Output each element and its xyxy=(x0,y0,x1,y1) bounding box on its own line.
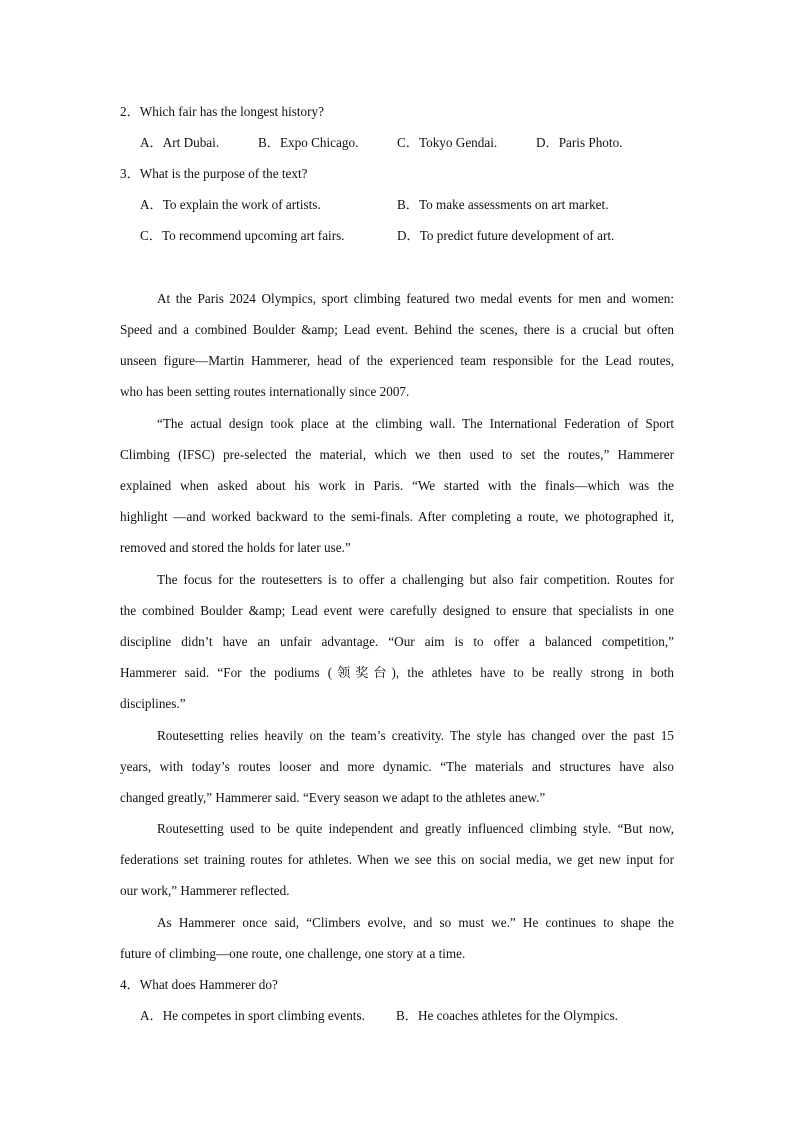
passage-line: Hammerer said. “For the podiums (领奖台), the athletes have to be really strong in both xyxy=(120,665,674,680)
passage-line: who has been setting routes internationally since 2007. xyxy=(120,384,410,399)
passage-line: explained when asked about his work in Paris. “We started with the finals—which was the xyxy=(120,478,674,493)
question-2-option-d: D．Paris Photo. xyxy=(536,135,623,150)
question-3-option-b: B．To make assessments on art market. xyxy=(397,197,609,212)
passage-line: changed greatly,” Hammerer said. “Every season we adapt to the athletes anew.” xyxy=(120,790,546,805)
passage-line: highlight —and worked backward to the semi-finals. After completing a route, we photographed it, xyxy=(120,509,674,524)
passage-line: years, with today’s routes looser and more dynamic. “The materials and structures have also xyxy=(120,759,674,774)
question-2-stem: 2．Which fair has the longest history? xyxy=(120,104,324,119)
question-2-option-c: C．Tokyo Gendai. xyxy=(397,135,498,150)
passage-line: disciplines.” xyxy=(120,696,186,711)
passage-line: Speed and a combined Boulder &amp; Lead event. Behind the scenes, there is a crucial but often xyxy=(120,322,674,337)
passage-line: As Hammerer once said, “Climbers evolve, and so must we.” He continues to shape the xyxy=(157,915,674,930)
passage-line: our work,” Hammerer reflected. xyxy=(120,883,290,898)
passage-line: The focus for the routesetters is to offer a challenging but also fair competition. Routes for xyxy=(157,572,674,587)
question-3-option-c: C．To recommend upcoming art fairs. xyxy=(140,228,345,243)
passage-line: removed and stored the holds for later use.” xyxy=(120,540,351,555)
passage-line: federations set training routes for athletes. When we see this on social media, we get new input for xyxy=(120,852,674,867)
question-2-option-a: A．Art Dubai. xyxy=(140,135,220,150)
passage-line: unseen figure—Martin Hammerer, head of the experienced team responsible for the Lead routes, xyxy=(120,353,674,368)
passage-line: discipline didn’t have an unfair advantage. “Our aim is to offer a balanced competition,” xyxy=(120,634,674,649)
question-4-option-a: A．He competes in sport climbing events. xyxy=(140,1008,365,1023)
passage-line: Routesetting used to be quite independent and greatly influenced climbing style. “But now, xyxy=(157,821,674,836)
question-3-stem: 3．What is the purpose of the text? xyxy=(120,166,308,181)
question-3-option-a: A．To explain the work of artists. xyxy=(140,197,321,212)
question-3-option-d: D．To predict future development of art. xyxy=(397,228,615,243)
passage-line: At the Paris 2024 Olympics, sport climbing featured two medal events for men and women: xyxy=(157,291,674,306)
passage-line: the combined Boulder &amp; Lead event were carefully designed to ensure that specialists in one xyxy=(120,603,674,618)
question-2-option-b: B．Expo Chicago. xyxy=(258,135,359,150)
passage-line: Climbing (IFSC) pre-selected the material, which we then used to set the routes,” Hammerer xyxy=(120,447,674,462)
question-4-option-b: B．He coaches athletes for the Olympics. xyxy=(396,1008,618,1023)
passage-line: future of climbing—one route, one challenge, one story at a time. xyxy=(120,946,466,961)
passage-line: Routesetting relies heavily on the team’s creativity. The style has changed over the past 15 xyxy=(157,728,674,743)
passage-line: “The actual design took place at the climbing wall. The International Federation of Sport xyxy=(157,416,674,431)
question-4-stem: 4．What does Hammerer do? xyxy=(120,977,278,992)
